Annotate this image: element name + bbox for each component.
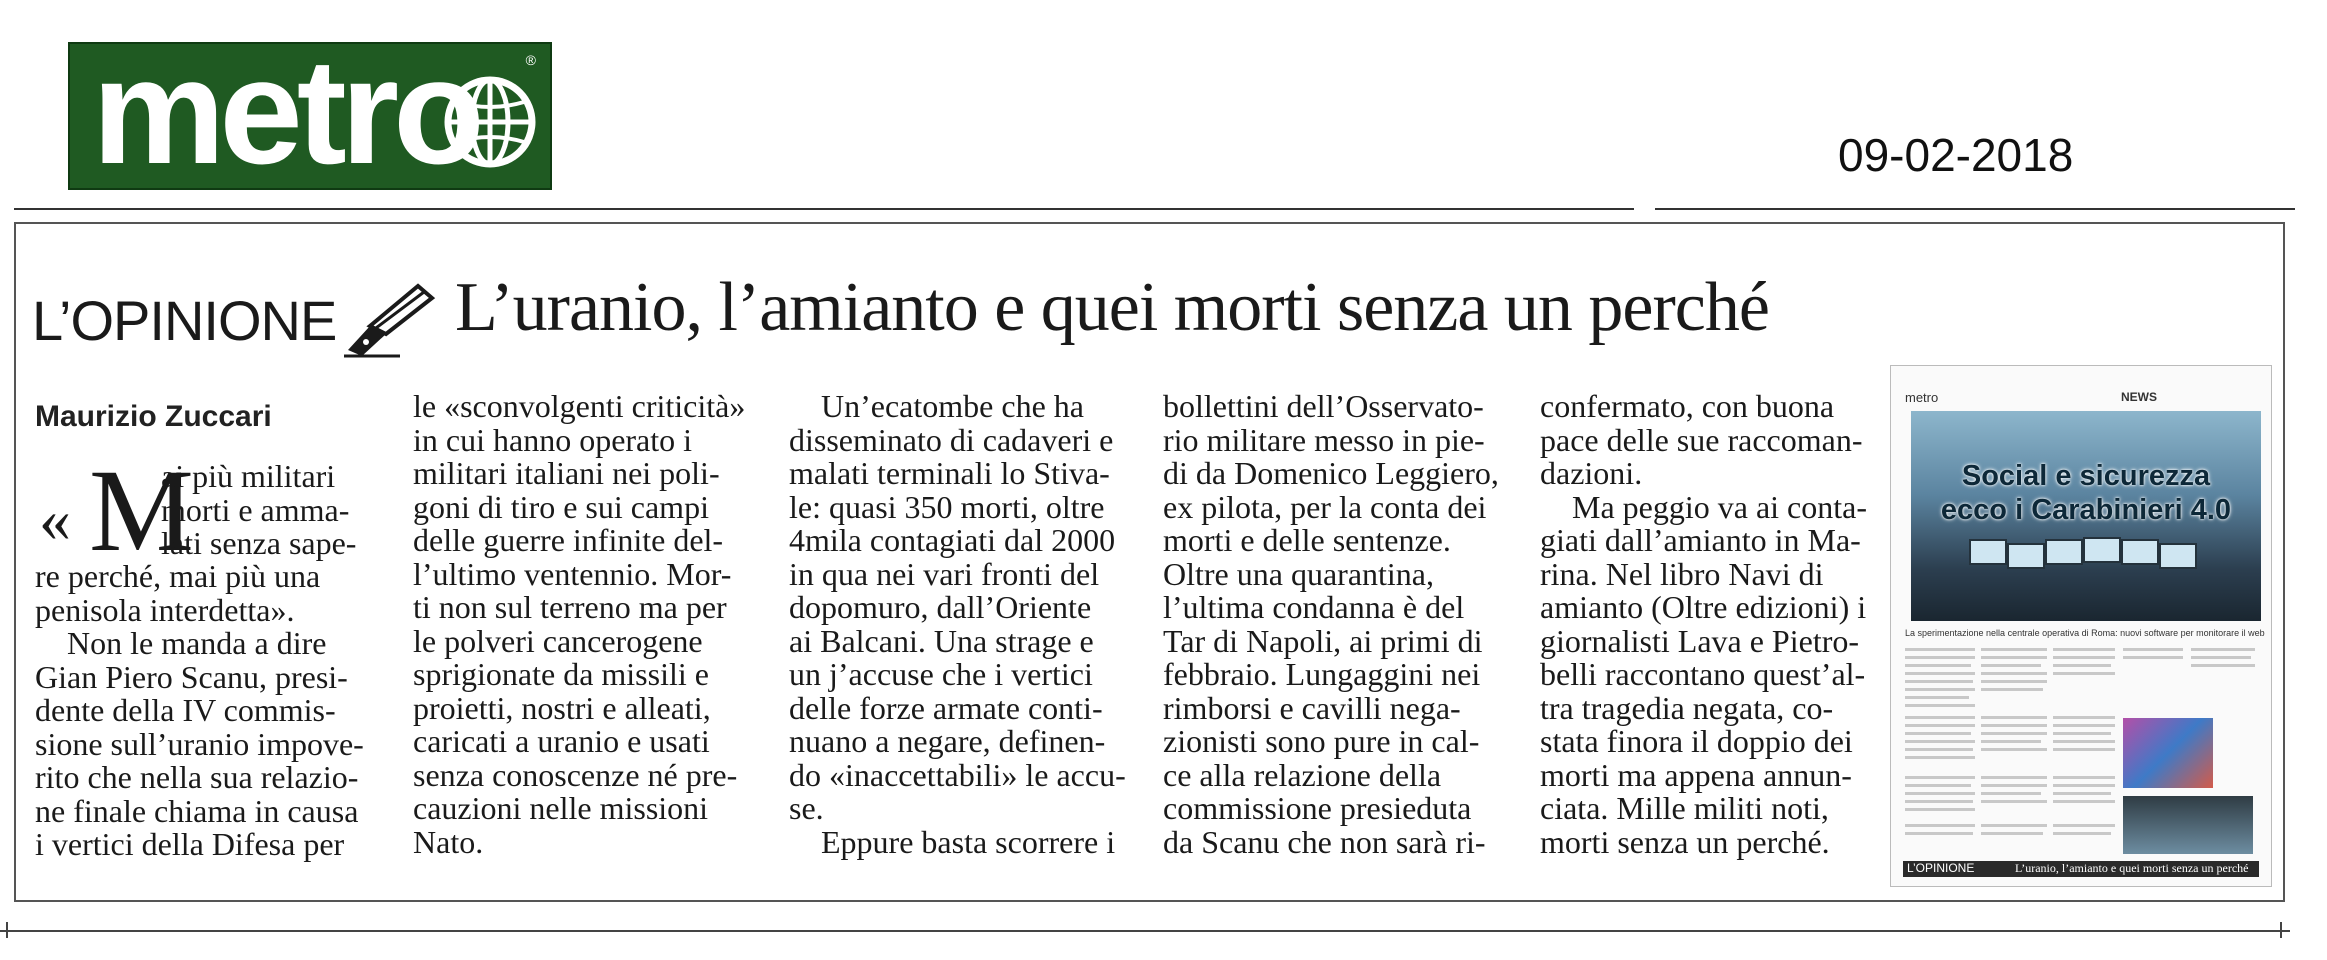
thumbnail-rubric: L’OPINIONE — [1907, 861, 1975, 875]
text-placeholder — [2053, 716, 2115, 719]
opening-block — [35, 445, 395, 576]
article-column-3 — [789, 390, 1149, 859]
monitor-screen — [2121, 539, 2159, 565]
text-placeholder — [1905, 824, 1975, 827]
text-placeholder — [1905, 792, 1975, 795]
monitor-screen — [2045, 539, 2083, 565]
column-3-text: Un’ecatombe che ha disseminato di cadaveri e malati terminali lo Stiva- le: quasi 350 morti, oltre 4mila contagiati dal 2000 in qua nei vari fronti del dopomuro, dall’Oriente ai Balcani. Una strage e un j’accuse che i vertici delle forze armate conti- nuano a negare, definen- do «inaccettabili» le accu- se. Eppure basta scorrere i — [789, 388, 1126, 860]
monitor-screen — [2159, 543, 2197, 569]
text-placeholder — [1981, 648, 2047, 651]
text-placeholder — [1905, 756, 1975, 759]
opening-quote-mark: « — [39, 484, 71, 555]
registered-mark-icon: ® — [525, 52, 536, 68]
text-placeholder — [1981, 832, 2043, 835]
text-placeholder — [1981, 784, 2047, 787]
text-placeholder — [2053, 824, 2115, 827]
thumbnail-opinion-strip — [1903, 861, 2259, 877]
article-column-4 — [1163, 390, 1523, 859]
thumbnail-caption: La sperimentazione nella centrale operativa di Roma: nuovi software per monitorare il web — [1905, 628, 2265, 638]
text-placeholder — [2053, 784, 2115, 787]
publication-date: 09-02-2018 — [1838, 129, 2074, 181]
text-placeholder — [2053, 664, 2111, 667]
text-placeholder — [1905, 696, 1969, 699]
text-placeholder — [2053, 740, 2115, 743]
thumbnail-headline: L’uranio, l’amianto e quei morti senza un perché — [2015, 861, 2249, 875]
text-placeholder — [1905, 648, 1975, 651]
article-column-2 — [413, 390, 773, 859]
text-placeholder — [2053, 656, 2115, 659]
footer-rule — [0, 930, 2290, 932]
text-placeholder — [2191, 648, 2255, 651]
text-placeholder — [2053, 732, 2111, 735]
text-placeholder — [2123, 656, 2183, 659]
text-placeholder — [2053, 800, 2115, 803]
footer-tick-left — [6, 922, 8, 938]
thumbnail-photo — [1911, 411, 2261, 621]
text-placeholder — [1905, 672, 1975, 675]
text-placeholder — [1981, 824, 2047, 827]
footer-tick-right — [2280, 922, 2282, 938]
text-placeholder — [2191, 656, 2251, 659]
thumbnail-brand: metro — [1905, 390, 1939, 405]
globe-icon — [440, 72, 540, 172]
column-5-text: confermato, con buona pace delle sue raccoman- dazioni. Ma peggio va ai conta- giati dall’amianto in Ma- rina. Nel libro Navi di amianto (Oltre edizioni) i giornalisti Lava e Pietro- belli raccontano quest’al- tra tragedia negata, co- stata finora il doppio dei morti ma appena annun- ciata. Mille militi noti, morti senza un perché. — [1540, 388, 1867, 860]
text-placeholder — [1905, 808, 1975, 811]
text-placeholder — [2053, 776, 2115, 779]
text-placeholder — [1905, 776, 1975, 779]
fountain-pen-icon — [340, 278, 440, 358]
lead-lines: ai più militari morti e amma- lati senza sape- — [161, 458, 357, 561]
text-placeholder — [1905, 732, 1971, 735]
text-placeholder — [1905, 656, 1975, 659]
text-placeholder — [1905, 716, 1975, 719]
text-placeholder — [1981, 656, 2047, 659]
thumbnail-section: NEWS — [2121, 390, 2157, 404]
text-placeholder — [1981, 800, 2047, 803]
text-placeholder — [1981, 664, 2041, 667]
article-column-1 — [35, 445, 395, 862]
text-placeholder — [1905, 800, 1973, 803]
logo-wordmark: metro — [92, 27, 479, 195]
text-placeholder — [1905, 748, 1973, 751]
monitor-screen — [1969, 539, 2007, 565]
text-placeholder — [2053, 724, 2115, 727]
column-4-text: bollettini dell’Osservato- rio militare messo in pie- di da Domenico Leggiero, ex pilota, per la conta dei morti e delle sentenze. Oltre una quarantina, l’ultima condanna è del Tar di Napoli, ai primi di febbraio. Lungaggini nei rimborsi e cavilli nega- zionisti sono pure in cal- ce alla relazione della commissione presieduta da Scanu che non sarà ri- — [1163, 388, 1499, 860]
text-placeholder — [1905, 688, 1975, 691]
text-placeholder — [1905, 784, 1971, 787]
header-rule-left — [14, 208, 1634, 210]
text-placeholder — [1905, 724, 1975, 727]
text-placeholder — [1981, 776, 2047, 779]
text-placeholder — [1905, 704, 1975, 707]
monitor-screen — [2007, 543, 2045, 569]
text-placeholder — [1981, 688, 2043, 691]
text-placeholder — [2053, 648, 2115, 651]
text-placeholder — [2053, 672, 2115, 675]
text-placeholder — [1905, 664, 1971, 667]
column-2-text: le «sconvolgenti criticità» in cui hanno operato i militari italiani nei poli- goni di tiro e sui campi delle guerre infinite del- l’ultimo ventennio. Mor- ti non sul terreno ma per le polveri cancerogene sprigionate da missili e proietti, nostri e alleati, caricati a uranio e usati senza conoscenze né pre- cauzioni nelle missioni Nato. — [413, 388, 746, 860]
column-1-text: re perché, mai più una penisola interdetta». Non le manda a dire Gian Piero Scanu, presi- dente della IV commis- sione sull’uranio impove- rito che nella sua relazio- ne finale chiama in causa i vertici della Difesa per — [35, 558, 364, 862]
text-placeholder — [1981, 716, 2047, 719]
text-placeholder — [1981, 740, 2041, 743]
text-placeholder — [2123, 648, 2183, 651]
text-placeholder — [1905, 740, 1975, 743]
metro-logo — [68, 27, 552, 195]
text-placeholder — [2053, 832, 2111, 835]
page-thumbnail — [1890, 365, 2272, 887]
monitor-screen — [2083, 537, 2121, 563]
text-placeholder — [1981, 680, 2047, 683]
text-placeholder — [2053, 748, 2115, 751]
header-rule-right — [1655, 208, 2295, 210]
text-placeholder — [1981, 724, 2047, 727]
thumbnail-title: Social e sicurezza ecco i Carabinieri 4.0 — [1940, 460, 2232, 526]
text-placeholder — [1981, 748, 2047, 751]
section-rubric: L’OPINIONE — [32, 289, 337, 352]
author-byline: Maurizio Zuccari — [35, 400, 272, 433]
drop-cap: M — [89, 445, 194, 576]
text-placeholder — [1981, 732, 2047, 735]
article-headline: L’uranio, l’amianto e quei morti senza un perché — [455, 269, 1769, 346]
text-placeholder — [1981, 792, 2041, 795]
text-placeholder — [2191, 664, 2255, 667]
thumbnail-screens-photo — [2123, 796, 2253, 854]
text-placeholder — [1905, 680, 1973, 683]
text-placeholder — [1905, 832, 1973, 835]
article-column-5 — [1540, 390, 1900, 859]
text-placeholder — [1981, 672, 2047, 675]
thumbnail-map-graphic — [2123, 718, 2213, 788]
text-placeholder — [2053, 792, 2111, 795]
